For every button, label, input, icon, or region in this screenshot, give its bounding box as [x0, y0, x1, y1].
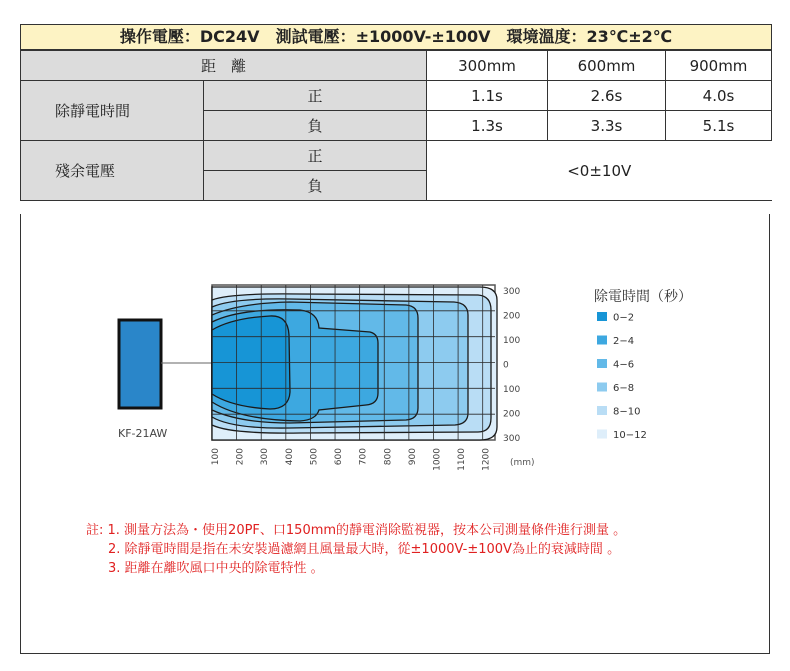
zone-layer: [212, 287, 497, 440]
legend-title: 除電時間（秒）: [594, 289, 692, 305]
device-body: [119, 320, 161, 408]
legend-label: 2−4: [613, 336, 635, 347]
x-tick-label: 400: [284, 448, 295, 466]
residual-voltage-label: 殘余電壓: [21, 141, 204, 201]
decay-neg-900: 5.1s: [666, 111, 772, 141]
legend-label: 6−8: [613, 383, 635, 394]
legend-swatch: [597, 430, 607, 439]
x-tick-label: 900: [407, 448, 418, 466]
legend-swatch: [597, 383, 607, 392]
x-tick-label: 1000: [432, 448, 443, 471]
decay-pos-300: 1.1s: [427, 81, 548, 111]
y-tick-labels: [503, 287, 520, 444]
x-tick-label: 300: [260, 448, 271, 466]
y-tick-label: 100: [503, 385, 521, 395]
legend-swatch: [597, 406, 607, 415]
distance-300: 300mm: [427, 51, 548, 81]
y-tick-label: 0: [503, 360, 509, 371]
distance-600: 600mm: [548, 51, 666, 81]
note-1: 註: 1. 測量方法為・使用20PF、口150mm的靜電消除監視器，按本公司測量條件進行測量 。: [86, 523, 627, 538]
y-tick-label: 100: [503, 336, 521, 346]
y-tick-label: 200: [503, 311, 521, 322]
legend-label: 4−6: [613, 359, 635, 371]
y-tick-label: 300: [503, 434, 521, 444]
x-tick-label: 500: [309, 448, 320, 466]
decay-neg-300: 1.3s: [427, 111, 548, 141]
legend-label: 0−2: [613, 312, 635, 324]
decay-neg-600: 3.3s: [548, 111, 666, 141]
residual-neg-label: 負: [204, 171, 427, 201]
test-conditions-header: 操作電壓：DC24V 測試電壓：±1000V-±100V 環境溫度：23℃±2℃: [20, 24, 772, 50]
x-tick-label: 1100: [457, 448, 468, 471]
decay-pos-900: 4.0s: [666, 81, 772, 111]
residual-pos-label: 正: [204, 141, 427, 171]
legend-label: 10−12: [613, 430, 647, 441]
residual-value: <0±10V: [427, 141, 772, 201]
x-tick-label: 1200: [481, 448, 492, 471]
note-2: 2. 除靜電時間是指在未安裝過濾網且風量最大時，從±1000V-±100V為止的衰減時間 。: [108, 542, 621, 557]
legend-label: 8−10: [613, 406, 641, 418]
decay-pos-label: 正: [204, 81, 427, 111]
decay-pos-600: 2.6s: [548, 81, 666, 111]
x-tick-label: 200: [235, 448, 246, 466]
y-tick-label: 200: [503, 409, 521, 420]
x-tick-label: 700: [358, 448, 369, 466]
distance-900: 900mm: [666, 51, 772, 81]
x-unit-label: (mm): [510, 458, 535, 468]
x-tick-label: 100: [211, 448, 221, 466]
legend-swatch: [597, 359, 607, 368]
x-tick-label: 800: [383, 448, 394, 466]
decay-neg-label: 負: [204, 111, 427, 141]
note-3: 3. 距離在離吹風口中央的除電特性 。: [108, 561, 324, 576]
legend-swatch: [597, 312, 607, 321]
x-tick-labels: [211, 448, 492, 471]
chart-legend: [597, 312, 647, 441]
device-label: KF-21AW: [118, 427, 168, 440]
distance-label: 距 離: [21, 51, 427, 81]
x-tick-label: 600: [334, 448, 345, 466]
y-tick-label: 300: [503, 287, 521, 297]
decay-time-label: 除靜電時間: [21, 81, 204, 141]
notes-block: [86, 521, 626, 578]
legend-swatch: [597, 336, 607, 345]
